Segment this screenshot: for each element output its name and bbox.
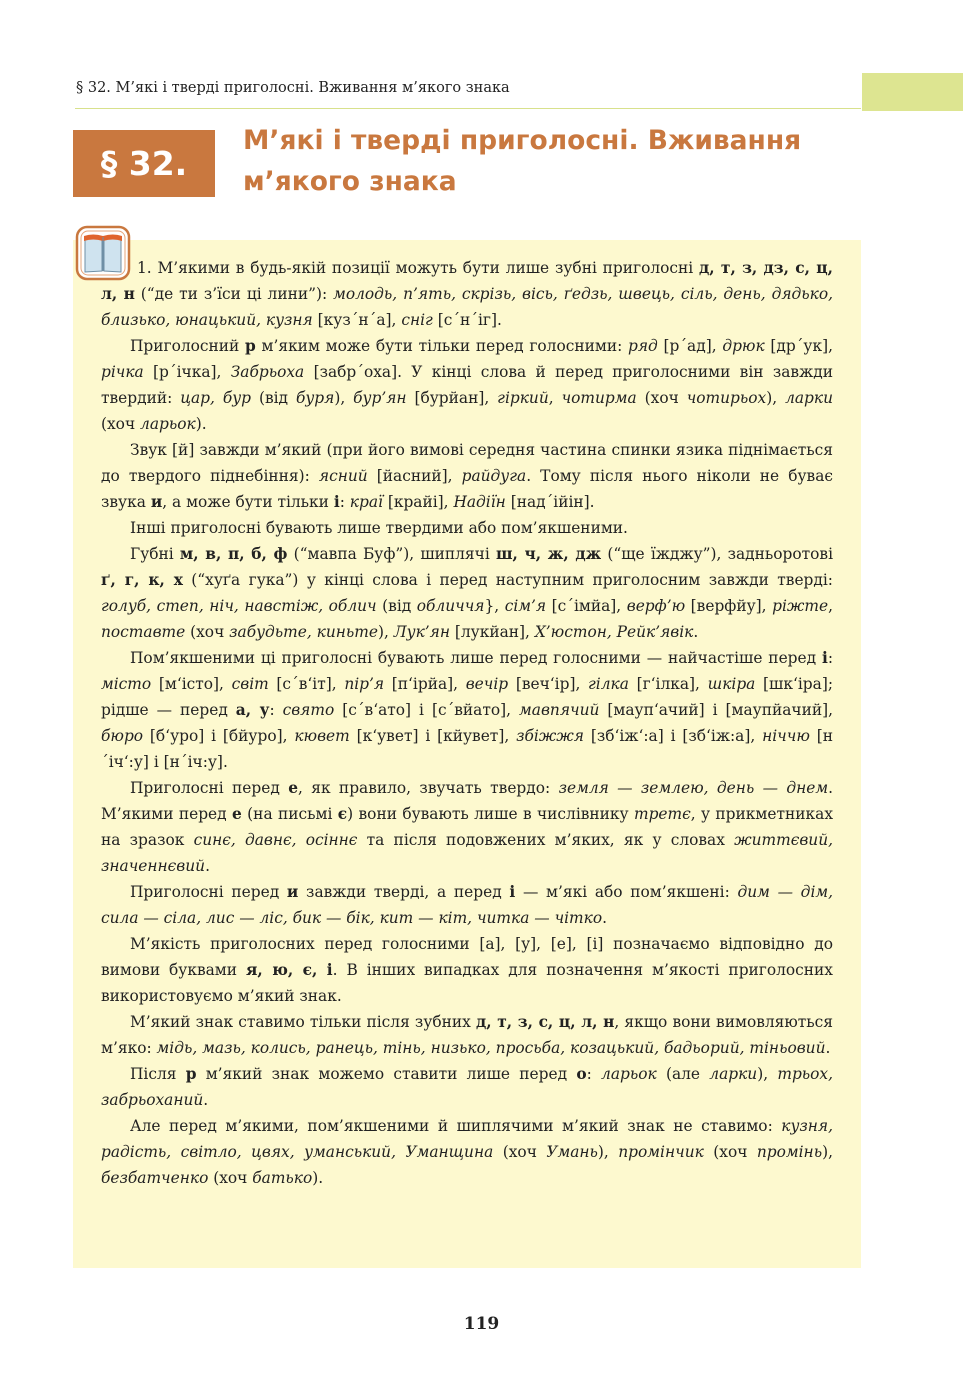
- example-text: ніччю: [762, 727, 810, 745]
- example-text: мавпячий: [519, 701, 600, 719]
- body-text: ),: [822, 1143, 833, 1161]
- body-text: .: [693, 623, 699, 641]
- body-text: [м‘істо],: [151, 675, 232, 693]
- example-text: забудьте, киньте: [229, 623, 378, 641]
- rule-text: [101, 255, 833, 1191]
- example-text: бюро: [101, 727, 144, 745]
- example-text: краї: [349, 493, 383, 511]
- example-text: цар, бур: [180, 389, 252, 407]
- paragraph: [101, 437, 833, 515]
- paragraph: [101, 541, 833, 645]
- body-text: [р´ад],: [657, 337, 723, 355]
- body-text: .: [825, 1039, 831, 1057]
- example-text: безбатченко: [101, 1169, 209, 1187]
- body-text: [бурйан],: [406, 389, 498, 407]
- body-text: [мауп‘ачий] і [маупйачий],: [599, 701, 833, 719]
- body-text: Приголосні перед: [130, 779, 289, 797]
- body-text: завжди тверді, а перед: [298, 883, 510, 901]
- body-text: [с´н´іг].: [432, 311, 502, 329]
- body-text: М’який знак ставимо тільки після зубних: [130, 1013, 477, 1031]
- body-text: , якщо вони вимовляються м’яко:: [101, 1013, 833, 1057]
- example-text: промінчик: [618, 1143, 704, 1161]
- body-text: (хоч: [703, 1143, 757, 1161]
- body-text: [с´в‘ато] і [с´вйато],: [334, 701, 520, 719]
- example-text: земля — землею, день — днем: [558, 779, 829, 797]
- running-header: § 32. М’які і тверді приголосні. Вживання м’якого знака: [76, 80, 510, 96]
- body-text: .: [205, 857, 210, 875]
- body-text: Але перед м’якими, пом’якшеними й шиплячими м’який знак не ставимо:: [130, 1117, 782, 1135]
- paragraph: [101, 775, 833, 879]
- body-text: , а може бути тільки: [162, 493, 334, 511]
- body-text: [йасний],: [367, 467, 462, 485]
- body-text: [верфйу],: [685, 597, 773, 615]
- example-text: місто: [101, 675, 152, 693]
- paragraph: [101, 879, 833, 931]
- bold-text: ґ, г, к, х: [101, 571, 183, 589]
- example-text: молодь, п’ять, скрізь, вісь, ґедзь, швець, сіль, день, дядько, близько, юнацький, кузня: [101, 285, 833, 329]
- example-text: дим — дім, сила — сіла, лис — ліс, бик — бік, кит — кіт, читка — чітко: [101, 883, 834, 927]
- example-text: Лук’ян: [393, 623, 450, 641]
- body-text: Після: [130, 1065, 186, 1083]
- example-text: промінь: [756, 1143, 823, 1161]
- body-text: (але: [656, 1065, 710, 1083]
- body-text: ,: [828, 597, 833, 615]
- bold-text: а, у: [235, 701, 270, 719]
- example-text: Надіїн: [453, 493, 506, 511]
- body-text: 1. М’якими в будь-якій позиції можуть бути лише зубні приголосні: [137, 259, 700, 277]
- body-text: Інші приголосні бувають лише твердими або пом’якшеними.: [130, 519, 628, 537]
- paragraph: [101, 645, 833, 775]
- example-text: збіжжя: [516, 727, 584, 745]
- body-text: ).: [195, 415, 207, 433]
- example-text: обличчя: [416, 597, 485, 615]
- example-text: вечір: [465, 675, 509, 693]
- body-text: [н´іч‘:у] і [н´іч:у].: [101, 727, 833, 771]
- example-text: бур’ян: [353, 389, 407, 407]
- paragraph: [101, 1009, 833, 1061]
- bold-text: е: [232, 805, 242, 823]
- example-text: свято: [282, 701, 335, 719]
- bold-text: я, ю, є, і: [245, 961, 333, 979]
- bold-text: і: [333, 493, 340, 511]
- section-number-badge: § 32.: [73, 130, 215, 197]
- bold-text: д, т, з, с, ц, л, н: [476, 1013, 615, 1031]
- body-text: М’якість приголосних перед голосними [а], [у], [е], [і] позначаємо відповідно до вимови буквами: [101, 935, 833, 979]
- body-text: Приголосний: [130, 337, 246, 355]
- example-text: ясний: [318, 467, 368, 485]
- example-text: ларки: [785, 389, 833, 407]
- body-text: [р´ічка],: [143, 363, 231, 381]
- body-text: (“де ти з’їси ці лини”):: [134, 285, 334, 303]
- bold-text: і: [821, 649, 828, 667]
- body-text: (хоч: [101, 415, 141, 433]
- example-text: гіркий: [497, 389, 549, 407]
- body-text: [над´ійін].: [505, 493, 595, 511]
- page-number: 119: [463, 1314, 500, 1334]
- body-text: ),: [334, 389, 354, 407]
- example-text: ларки: [709, 1065, 758, 1083]
- body-text: [б‘уро] і [бйуро],: [143, 727, 295, 745]
- body-text: :: [339, 493, 350, 511]
- bold-text: и: [150, 493, 163, 511]
- example-text: синє, давнє, осіннє: [193, 831, 358, 849]
- example-text: райдуга: [461, 467, 527, 485]
- bold-text: ш, ч, ж, дж: [495, 545, 602, 563]
- paragraph: [101, 515, 833, 541]
- body-text: (“ще їжджу”), задньоротові: [601, 545, 834, 563]
- body-text: ),: [766, 389, 786, 407]
- body-text: :: [586, 1065, 602, 1083]
- bold-text: д, т, з, дз, с, ц, л, н: [101, 259, 833, 303]
- body-text: (хоч: [185, 623, 230, 641]
- example-text: сім’я: [504, 597, 547, 615]
- example-text: ларьок: [140, 415, 196, 433]
- body-text: (на письмі: [241, 805, 338, 823]
- header-divider: [75, 108, 861, 109]
- body-text: [с´в‘іт],: [268, 675, 345, 693]
- body-text: Губні: [130, 545, 180, 563]
- body-text: . М’якими перед: [101, 779, 834, 823]
- example-text: буря: [295, 389, 335, 407]
- body-text: , як правило, звучать твердо:: [298, 779, 559, 797]
- example-text: ряд: [627, 337, 658, 355]
- body-text: ,: [548, 389, 562, 407]
- body-text: Приголосні перед: [130, 883, 287, 901]
- body-text: . В інших випадках для позначення м’якості приголосних використовуємо м’який знак.: [101, 961, 833, 1005]
- body-text: (від: [251, 389, 296, 407]
- body-text: [лукйан],: [449, 623, 535, 641]
- example-text: верф’ю: [626, 597, 686, 615]
- bold-text: р: [245, 337, 256, 355]
- body-text: :: [827, 649, 833, 667]
- body-text: [крайі],: [382, 493, 454, 511]
- body-text: :: [269, 701, 283, 719]
- example-text: ларьок: [601, 1065, 657, 1083]
- paragraph: [101, 1061, 833, 1113]
- body-text: . Тому після нього ніколи не буває звука: [101, 467, 834, 511]
- section-title: М’які і тверді приголосні. Вживання м’якого знака: [243, 125, 802, 197]
- body-text: (хоч: [493, 1143, 547, 1161]
- body-text: м’який знак можемо ставити лише перед: [196, 1065, 577, 1083]
- body-text: .: [203, 1091, 209, 1109]
- body-text: [п‘ірйа],: [384, 675, 466, 693]
- example-text: пір’я: [344, 675, 385, 693]
- body-text: ),: [378, 623, 394, 641]
- body-text: ),: [757, 1065, 778, 1083]
- body-text: (хоч: [636, 389, 687, 407]
- paragraph: [101, 931, 833, 1009]
- example-text: чотирма: [561, 389, 637, 407]
- example-text: дрюк: [722, 337, 765, 355]
- example-text: батько: [252, 1169, 313, 1187]
- example-text: сніг: [401, 311, 433, 329]
- body-text: та після подовжених м’яких, як у словах: [357, 831, 735, 849]
- example-text: ріжте: [772, 597, 829, 615]
- paragraph: [101, 333, 833, 437]
- body-text: [к‘увет] і [кйувет],: [349, 727, 517, 745]
- bold-text: є: [337, 805, 348, 823]
- body-text: [куз´н´а],: [312, 311, 402, 329]
- bold-text: е: [288, 779, 299, 797]
- example-text: світ: [231, 675, 269, 693]
- bold-text: і: [509, 883, 516, 901]
- body-text: [с´імйа],: [546, 597, 627, 615]
- example-text: Умань: [546, 1143, 598, 1161]
- body-text: Пом’якшеними ці приголосні бувають лише перед голосними — найчастіше перед: [130, 649, 822, 667]
- example-text: кювет: [294, 727, 350, 745]
- body-text: [г‘ілка],: [628, 675, 708, 693]
- body-text: [веч‘ір],: [508, 675, 589, 693]
- body-text: },: [484, 597, 505, 615]
- body-text: [шк‘іра]; рідше — перед: [101, 675, 834, 719]
- example-text: третє: [633, 805, 691, 823]
- example-text: життєвий, значеннєвий: [101, 831, 833, 875]
- example-text: голуб, степ, ніч, навстіж, облич: [101, 597, 377, 615]
- body-text: Звук [й] завжди м’який (при його вимові середня частина спинки язика піднімається до твердого піднебіння):: [101, 441, 833, 485]
- body-text: , у прикметниках на зразок: [101, 805, 834, 849]
- example-text: поставте: [101, 623, 186, 641]
- body-text: [зб‘іж‘:а] і [зб‘іж:а],: [583, 727, 763, 745]
- example-text: трьох, забрьоханий: [101, 1065, 834, 1109]
- bold-text: р: [185, 1065, 197, 1083]
- body-text: [др´ук],: [764, 337, 833, 355]
- body-text: .: [602, 909, 608, 927]
- body-text: ).: [312, 1169, 324, 1187]
- example-text: мідь, мазь, колись, ранець, тінь, низько, просьба, козацький, бадьорий, тіньовий: [156, 1039, 826, 1057]
- body-text: (від: [376, 597, 417, 615]
- paragraph: [101, 1113, 833, 1191]
- example-text: гілка: [588, 675, 629, 693]
- example-text: Х’юстон, Рейк’явік: [534, 623, 694, 641]
- body-text: (“мавпа Буф”), шиплячі: [287, 545, 496, 563]
- example-text: кузня, радість, світло, цвях, уманський, Уманщина: [101, 1117, 833, 1161]
- body-text: — м’які або пом’якшені:: [515, 883, 738, 901]
- body-text: м’яким може бути тільки перед голосними:: [255, 337, 628, 355]
- bold-text: м, в, п, б, ф: [179, 545, 288, 563]
- example-text: річка: [101, 363, 144, 381]
- bold-text: и: [286, 883, 299, 901]
- body-text: [забр´оха]. У кінці слова й перед приголосними він завжди твердий:: [101, 363, 833, 407]
- example-text: Забрьоха: [230, 363, 305, 381]
- body-text: ) вони бувають лише в числівнику: [347, 805, 634, 823]
- bold-text: о: [576, 1065, 587, 1083]
- body-text: (хоч: [208, 1169, 253, 1187]
- body-text: (“хуґа гука”) у кінці слова і перед наступним приголосним завжди тверді:: [182, 571, 833, 589]
- example-text: чотирьох: [686, 389, 767, 407]
- header-tab: [862, 73, 963, 111]
- example-text: шкіра: [707, 675, 756, 693]
- paragraph: [101, 255, 833, 333]
- body-text: ),: [597, 1143, 619, 1161]
